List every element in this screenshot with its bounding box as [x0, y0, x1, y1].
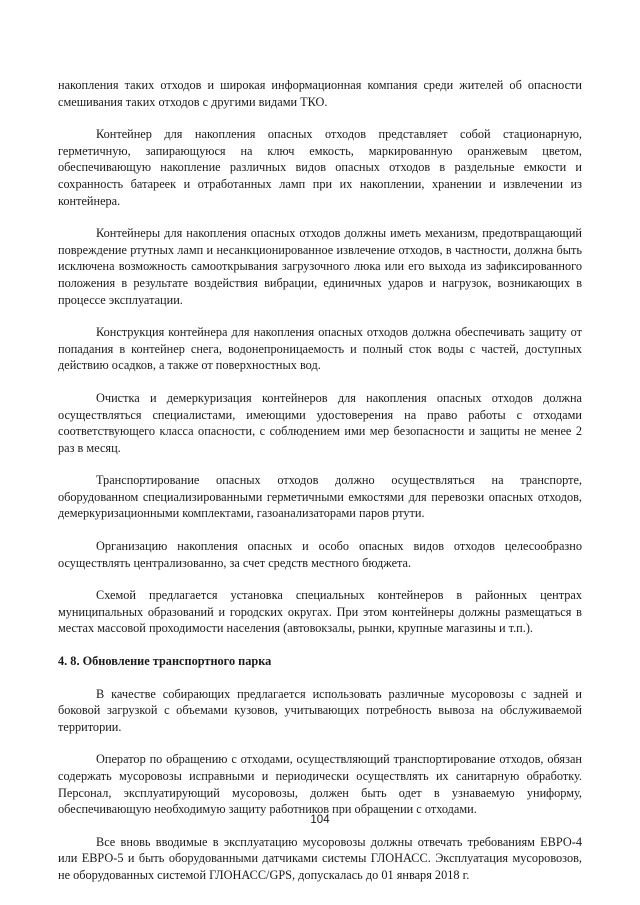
- paragraph-container-description: Контейнер для накопления опасных отходов представляет собой стационарную, герметичную, запирающуюся на ключ емкость, маркированную оранжевым цветом, обеспечивающую накопление различных видов опасных отходов в раздельные емкости и сохранность батареек и отработанных ламп при их накоплении, хранении и извлечении из контейнера.: [58, 127, 582, 208]
- paragraph-container-mechanism: Контейнеры для накопления опасных отходов должны иметь механизм, предотвращающий повреждение ртутных ламп и несанкционированное извлечение отходов, в частности, должна быть исключена возможность самооткрывания загрузочного люка или его выхода из зафиксированного положения в результате воздействия вибрации, единичных ударов и нагрузок, возникающих в процессе эксплуатации.: [58, 226, 582, 307]
- paragraph-transportation: Транспортирование опасных отходов должно осуществляться на транспорте, оборудованном специализированными герметичными емкостями для перевозки опасных отходов, демеркуризационными комплектами, газоанализаторами паров ртути.: [58, 473, 582, 521]
- paragraph-operator: Оператор по обращению с отходами, осуществляющий транспортирование отходов, обязан содержать мусоровозы исправными и периодически осуществлять их санитарную обработку. Персонал, эксплуатирующий мусоровозы, должен быть одет в узнаваемую униформу, обеспечивающую необходимую защиту работников при обращении с отходами.: [58, 752, 582, 817]
- page-number: 104: [310, 814, 330, 826]
- paragraph-garbage-trucks: В качестве собирающих предлагается использовать различные мусоровозы с задней и боковой загрузкой с объемами кузовов, учитывающих потребность вывоза на обслуживаемой территории.: [58, 686, 582, 734]
- document-page: [58, 77, 582, 900]
- section-heading: 4. 8. Обновление транспортного парка: [58, 654, 272, 669]
- paragraph-euro-standards: Все вновь вводимые в эксплуатацию мусоровозы должны отвечать требованиям ЕВРО-4 или ЕВРО-5 и быть оборудованными датчиками системы ГЛОНАСС. Эксплуатация мусоровозов, не оборудованных системой ГЛОНАСС/GPS, допускалась до 01 января 2018 г.: [58, 834, 582, 882]
- paragraph-continuation: накопления таких отходов и широкая информационная компания среди жителей об опасности смешивания таких отходов с другими видами ТКО.: [58, 78, 582, 109]
- paragraph-scheme: Схемой предлагается установка специальных контейнеров в районных центрах муниципальных образований и городских округах. При этом контейнеры должны размещаться в местах массовой проходимости населения (автовокзалы, рынки, крупные магазины и т.п.).: [58, 588, 582, 636]
- paragraph-container-construction: Конструкция контейнера для накопления опасных отходов должна обеспечивать защиту от попадания в контейнер снега, водонепроницаемость и полный сток воды с частей, доступных действию осадков, а также от поверхностных вод.: [58, 325, 582, 373]
- paragraph-organization: Организацию накопления опасных и особо опасных видов отходов целесообразно осуществлять централизованно, за счет средств местного бюджета.: [58, 539, 582, 570]
- paragraph-demercurization: Очистка и демеркуризация контейнеров для накопления опасных отходов должна осуществляться специалистами, имеющими удостоверения на право работы с отходами соответствующего класса опасности, с соблюдением ими мер безопасности и защиты не менее 2 раз в месяц.: [58, 390, 582, 455]
